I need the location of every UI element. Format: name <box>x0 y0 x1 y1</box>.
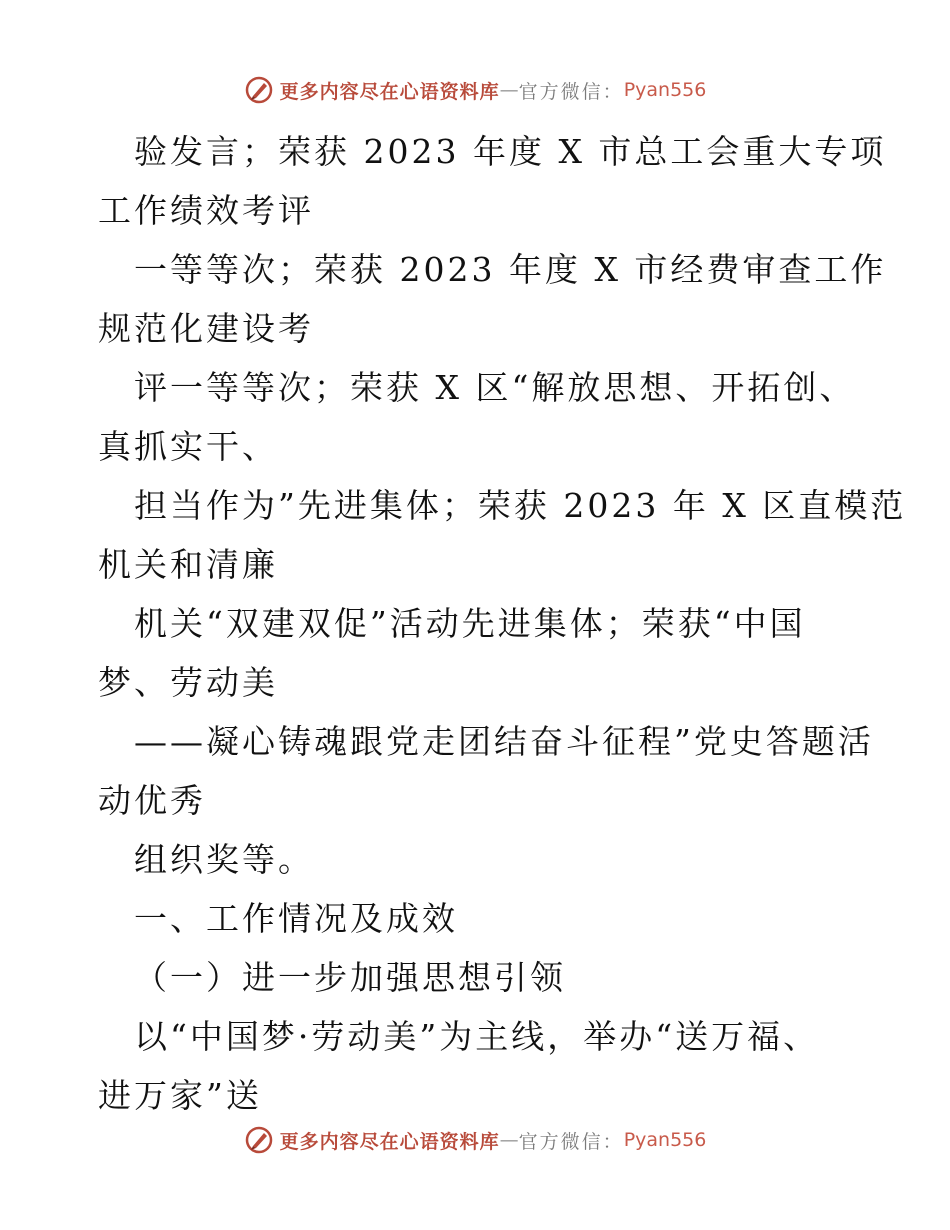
subsection-heading: （一）进一步加强思想引领 <box>134 958 566 997</box>
banner-wechat-id: Pyan556 <box>623 1129 707 1151</box>
text-line: 真抓实干、 <box>98 427 278 466</box>
text-line: 验发言；荣获 2023 年度 X 市总工会重大专项 <box>134 132 887 171</box>
text-line: 评一等等次；荣获 X 区“解放思想、开拓创、 <box>134 368 856 407</box>
banner-official-label: 官方微信： <box>518 80 624 103</box>
banner-official-label: 官方微信： <box>518 1130 624 1153</box>
text-line: 动优秀 <box>98 781 206 820</box>
text-line: 担当作为”先进集体；荣获 2023 年 X 区直模范 <box>134 486 907 525</box>
text-line: 机关和清廉 <box>98 545 278 584</box>
section-heading: 一、工作情况及成效 <box>134 899 458 938</box>
banner-brand-text: 更多内容尽在心语资料库 <box>279 80 500 103</box>
text-line: 进万家”送 <box>98 1076 262 1115</box>
text-line: 工作绩效考评 <box>98 191 314 230</box>
text-line: 机关“双建双促”活动先进集体；荣获“中国 <box>134 604 806 643</box>
footer-banner <box>0 1120 950 1160</box>
pen-logo-icon <box>244 1125 274 1155</box>
text-line: ——凝心铸魂跟党走团结奋斗征程”党史答题活 <box>134 722 874 761</box>
text-line: 一等等次；荣获 2023 年度 X 市经费审查工作 <box>134 250 887 289</box>
text-line: 规范化建设考 <box>98 309 314 348</box>
header-banner <box>0 70 950 110</box>
banner-wechat-id: Pyan556 <box>623 79 707 101</box>
banner-dash: — <box>499 79 519 101</box>
banner-brand-text: 更多内容尽在心语资料库 <box>279 1130 500 1153</box>
text-line: 梦、劳动美 <box>98 663 278 702</box>
text-line: 以“中国梦·劳动美”为主线，举办“送万福、 <box>134 1017 820 1056</box>
pen-logo-icon <box>244 75 274 105</box>
document-body <box>98 122 907 1125</box>
banner-dash: — <box>499 1129 519 1151</box>
text-line: 组织奖等。 <box>134 840 314 879</box>
